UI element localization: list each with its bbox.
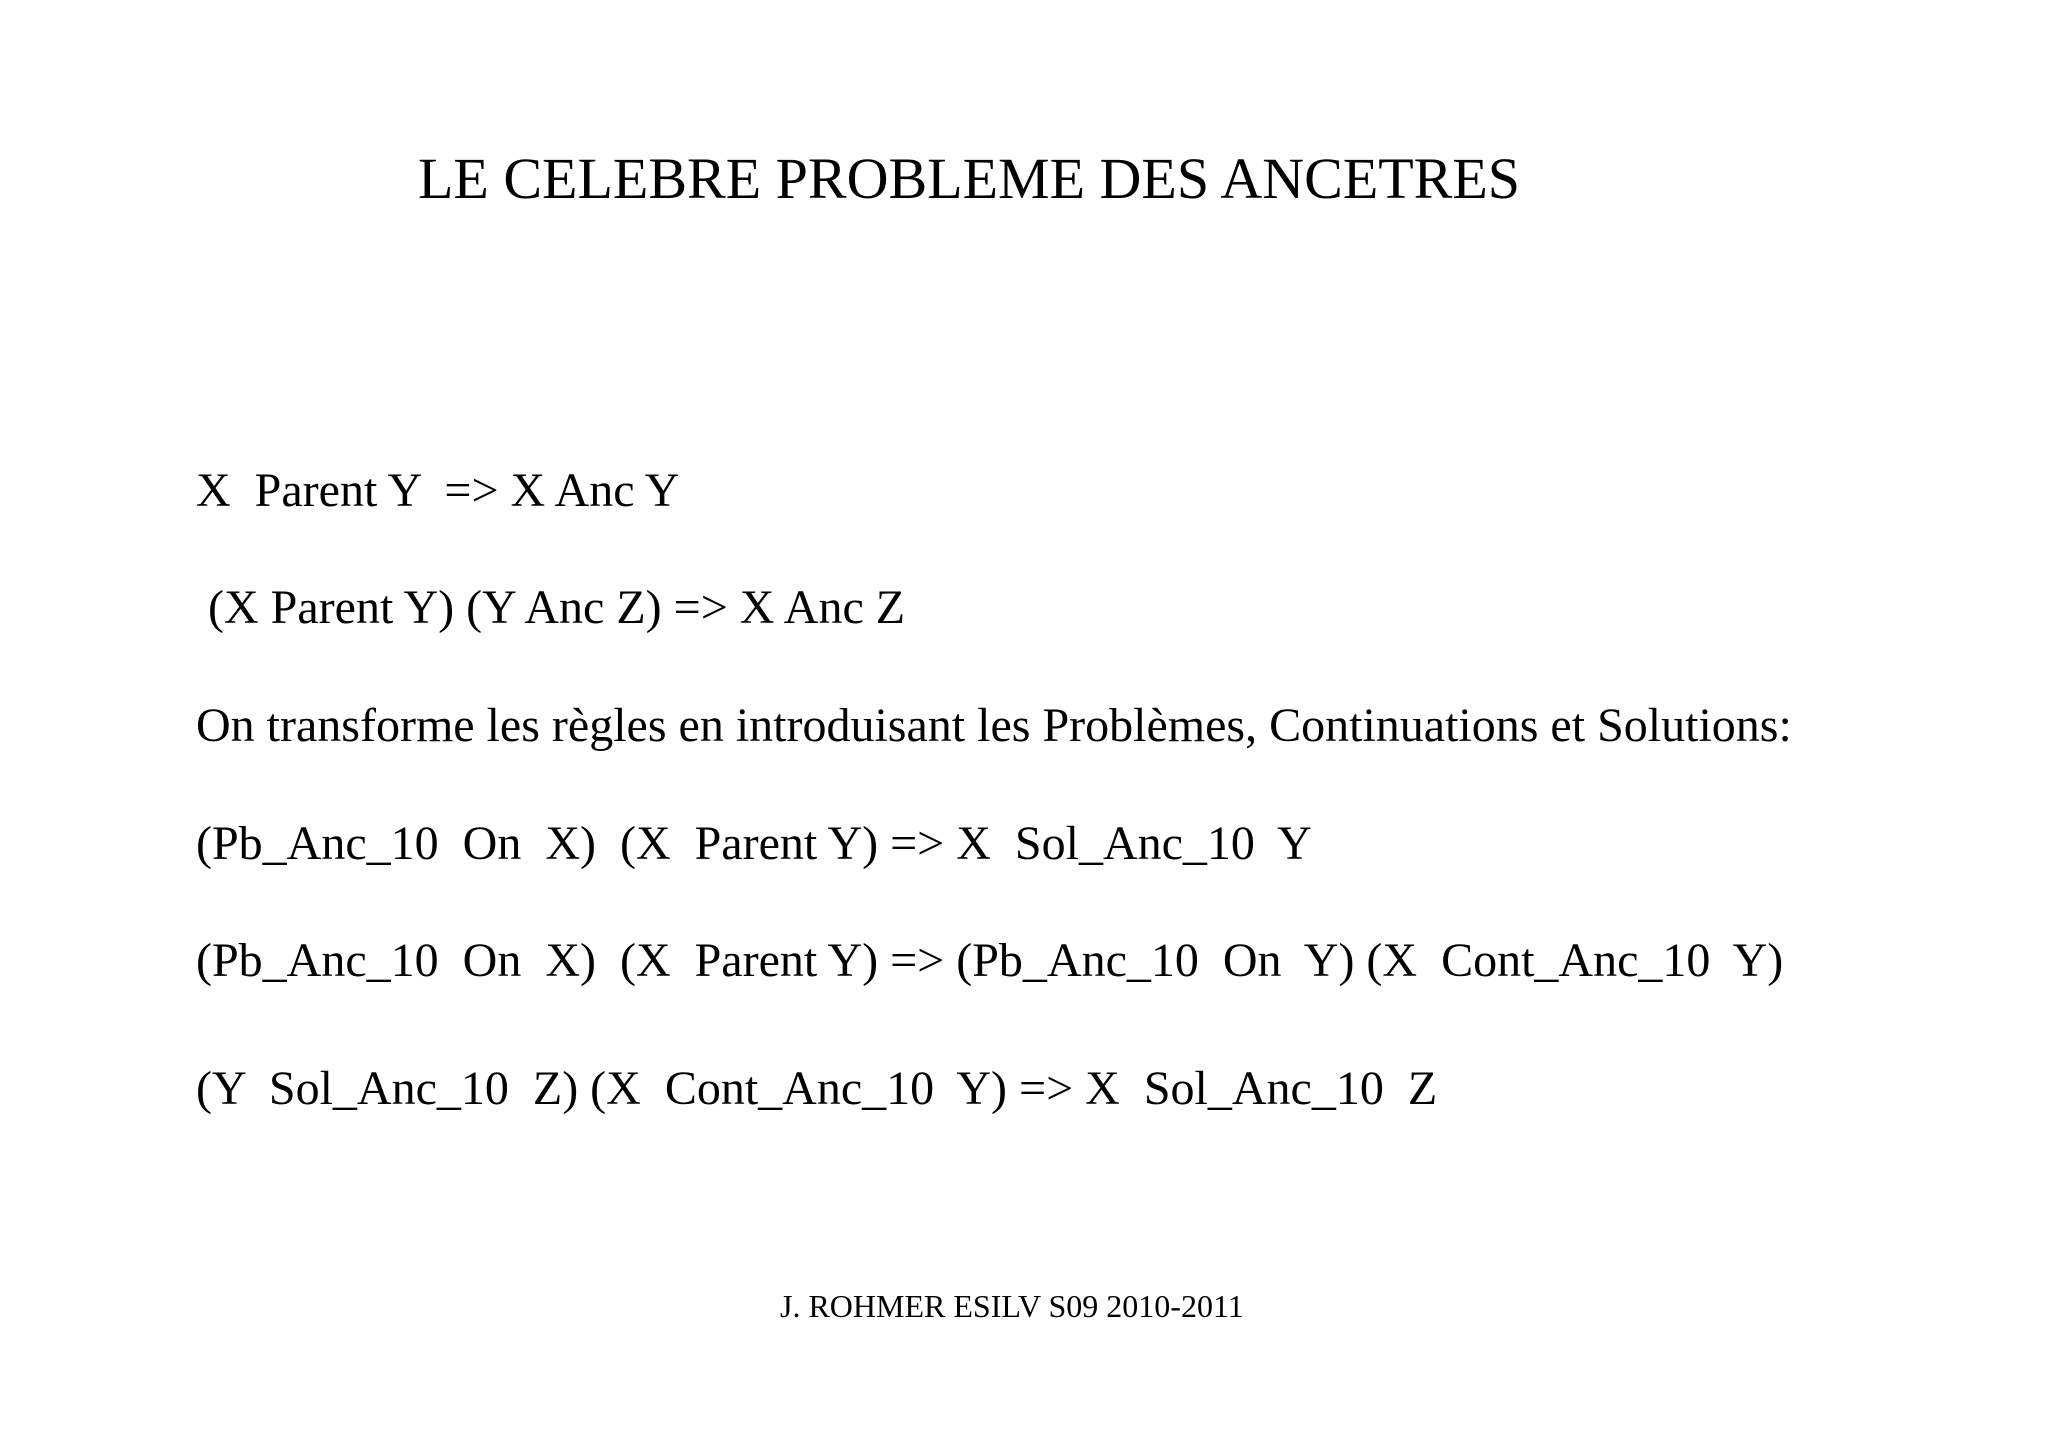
slide-footer: J. ROHMER ESILV S09 2010-2011 — [780, 1288, 1244, 1324]
rule-line-1: X Parent Y => X Anc Y — [196, 464, 680, 517]
rule-line-3: (Pb_Anc_10 On X) (X Parent Y) => X Sol_Anc_10 Y — [196, 817, 1312, 870]
explanation-line: On transforme les règles en introduisant les Problèmes, Continuations et Solutions: — [196, 699, 1792, 752]
rule-line-4: (Pb_Anc_10 On X) (X Parent Y) => (Pb_Anc_10 On Y) (X Cont_Anc_10 Y) — [196, 934, 1784, 987]
rule-line-2: (X Parent Y) (Y Anc Z) => X Anc Z — [196, 581, 906, 634]
slide-title: LE CELEBRE PROBLEME DES ANCETRES — [418, 146, 1521, 211]
rule-line-5: (Y Sol_Anc_10 Z) (X Cont_Anc_10 Y) => X Sol_Anc_10 Z — [196, 1062, 1438, 1115]
